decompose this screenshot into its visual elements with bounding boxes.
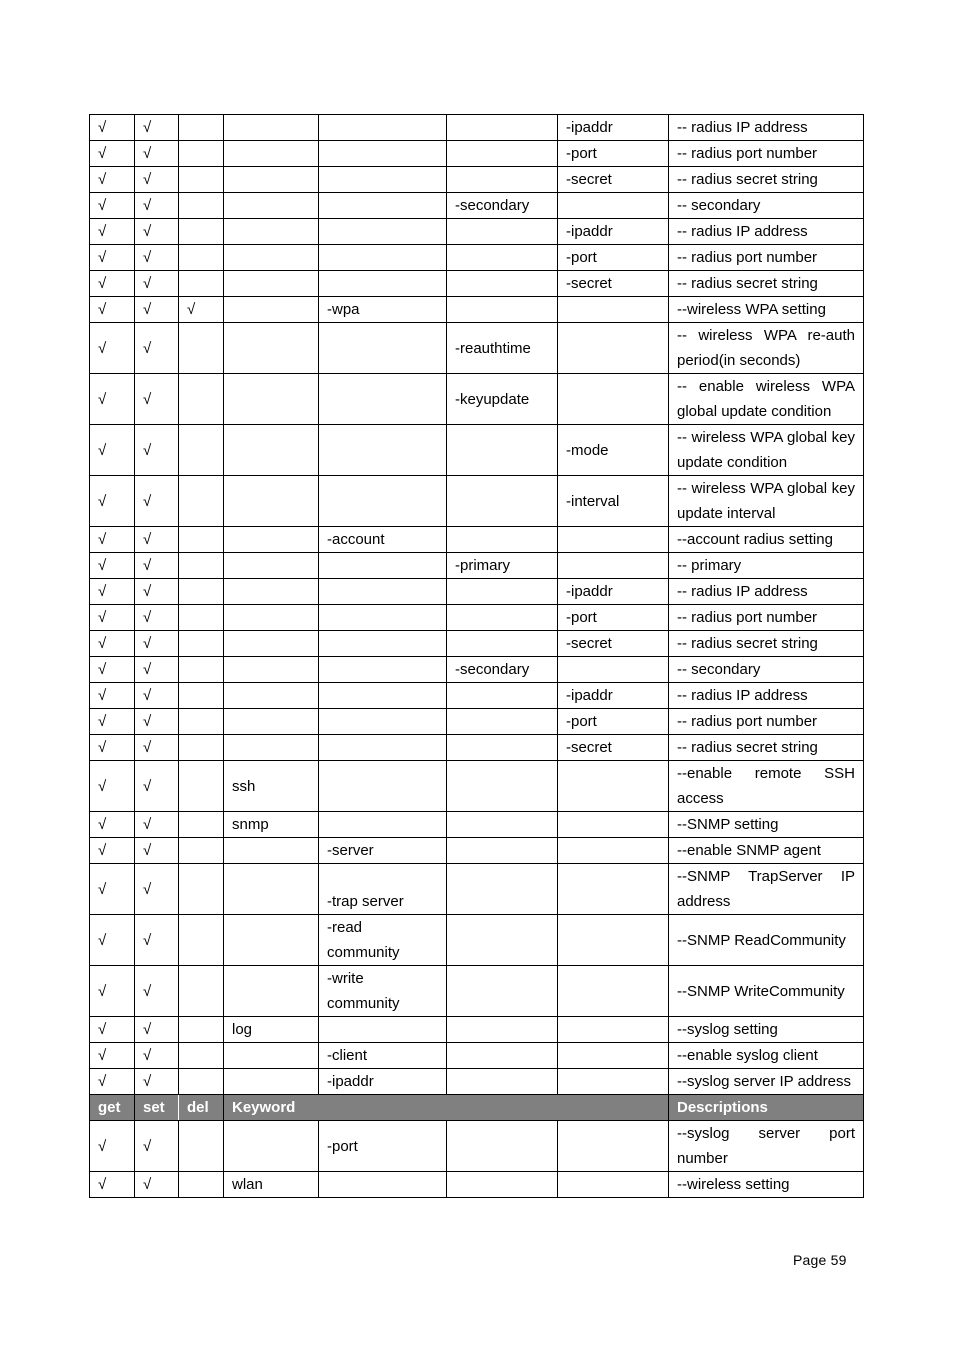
cell-del xyxy=(179,966,224,1017)
cell-description: --wireless WPA setting xyxy=(669,297,864,323)
cell-keyword-2 xyxy=(319,605,447,631)
table-row xyxy=(90,245,864,271)
cell-keyword-4 xyxy=(558,193,669,219)
table-row xyxy=(90,115,864,141)
cell-keyword-2: -account xyxy=(319,527,447,553)
cell-del xyxy=(179,1069,224,1095)
cell-get: √ xyxy=(90,631,135,657)
cell-get: √ xyxy=(90,761,135,812)
cell-get: √ xyxy=(90,167,135,193)
cell-keyword-2 xyxy=(319,476,447,527)
table-row xyxy=(90,605,864,631)
cell-keyword-3 xyxy=(447,915,558,966)
cell-keyword-1 xyxy=(224,553,319,579)
cell-keyword-2: -wpa xyxy=(319,297,447,323)
cell-keyword-4: -ipaddr xyxy=(558,115,669,141)
cell-keyword-2: -port xyxy=(319,1121,447,1172)
cell-keyword-3 xyxy=(447,271,558,297)
cell-set: √ xyxy=(135,115,179,141)
header-del: del xyxy=(179,1095,224,1121)
cell-keyword-2 xyxy=(319,193,447,219)
cell-keyword-1: ssh xyxy=(224,761,319,812)
cell-set: √ xyxy=(135,193,179,219)
cell-keyword-2 xyxy=(319,761,447,812)
cell-get: √ xyxy=(90,579,135,605)
cell-keyword-3 xyxy=(447,167,558,193)
cell-description: -- radius IP address xyxy=(669,115,864,141)
cell-del: √ xyxy=(179,297,224,323)
cell-description: -- radius secret string xyxy=(669,631,864,657)
cell-description: -- enable wireless WPA global update condition xyxy=(669,374,864,425)
cell-get: √ xyxy=(90,245,135,271)
cell-description: --SNMP setting xyxy=(669,812,864,838)
cell-keyword-2 xyxy=(319,115,447,141)
table-row xyxy=(90,631,864,657)
table-row xyxy=(90,553,864,579)
cell-get: √ xyxy=(90,915,135,966)
cell-keyword-4 xyxy=(558,1017,669,1043)
cell-keyword-3 xyxy=(447,579,558,605)
cell-keyword-2 xyxy=(319,553,447,579)
cell-del xyxy=(179,1172,224,1198)
cell-get: √ xyxy=(90,219,135,245)
cell-description: -- radius port number xyxy=(669,245,864,271)
cell-get: √ xyxy=(90,657,135,683)
cell-keyword-1 xyxy=(224,631,319,657)
cell-keyword-4: -port xyxy=(558,605,669,631)
table-row xyxy=(90,709,864,735)
cell-description: -- radius port number xyxy=(669,709,864,735)
cell-keyword-1: snmp xyxy=(224,812,319,838)
cell-keyword-3 xyxy=(447,527,558,553)
cell-keyword-3 xyxy=(447,141,558,167)
cell-del xyxy=(179,425,224,476)
cell-keyword-4: -ipaddr xyxy=(558,219,669,245)
cell-keyword-3 xyxy=(447,735,558,761)
table-row xyxy=(90,1172,864,1198)
cell-set: √ xyxy=(135,167,179,193)
cell-description: --wireless setting xyxy=(669,1172,864,1198)
table-row xyxy=(90,297,864,323)
cell-keyword-3 xyxy=(447,812,558,838)
cell-keyword-1 xyxy=(224,167,319,193)
cell-keyword-1 xyxy=(224,297,319,323)
table-row xyxy=(90,271,864,297)
cell-description: --SNMP WriteCommunity xyxy=(669,966,864,1017)
table-row xyxy=(90,141,864,167)
cell-set: √ xyxy=(135,631,179,657)
cell-keyword-2 xyxy=(319,425,447,476)
cell-description: -- wireless WPA global key update interval xyxy=(669,476,864,527)
cell-keyword-2: -trap server xyxy=(319,864,447,915)
cell-del xyxy=(179,735,224,761)
cell-keyword-3 xyxy=(447,1172,558,1198)
cell-get: √ xyxy=(90,709,135,735)
table-row xyxy=(90,167,864,193)
cell-keyword-1 xyxy=(224,605,319,631)
cell-keyword-1 xyxy=(224,864,319,915)
cell-keyword-4: -port xyxy=(558,709,669,735)
cell-del xyxy=(179,193,224,219)
table-row xyxy=(90,1017,864,1043)
cell-set: √ xyxy=(135,1121,179,1172)
table-row xyxy=(90,1069,864,1095)
cell-keyword-3 xyxy=(447,864,558,915)
header-descriptions: Descriptions xyxy=(669,1095,864,1121)
cell-keyword-3 xyxy=(447,245,558,271)
cell-keyword-4 xyxy=(558,374,669,425)
cell-set: √ xyxy=(135,1069,179,1095)
cell-keyword-2 xyxy=(319,219,447,245)
page-number: Page 59 xyxy=(793,1252,847,1268)
cell-get: √ xyxy=(90,141,135,167)
cell-del xyxy=(179,915,224,966)
cell-get: √ xyxy=(90,476,135,527)
cell-set: √ xyxy=(135,838,179,864)
cell-get: √ xyxy=(90,605,135,631)
cell-keyword-2 xyxy=(319,323,447,374)
cell-del xyxy=(179,141,224,167)
cell-get: √ xyxy=(90,271,135,297)
cell-description: --enable remote SSH access xyxy=(669,761,864,812)
cell-keyword-3: -keyupdate xyxy=(447,374,558,425)
cell-set: √ xyxy=(135,374,179,425)
table-row xyxy=(90,1043,864,1069)
cell-keyword-2 xyxy=(319,631,447,657)
table-row xyxy=(90,219,864,245)
cell-keyword-3: -secondary xyxy=(447,657,558,683)
cell-keyword-1 xyxy=(224,323,319,374)
cell-get: √ xyxy=(90,527,135,553)
cell-set: √ xyxy=(135,245,179,271)
cell-keyword-3 xyxy=(447,966,558,1017)
table-row xyxy=(90,915,864,966)
cell-keyword-2 xyxy=(319,374,447,425)
cell-keyword-2 xyxy=(319,1172,447,1198)
cell-get: √ xyxy=(90,864,135,915)
cell-del xyxy=(179,271,224,297)
cell-keyword-4 xyxy=(558,1043,669,1069)
cell-del xyxy=(179,1121,224,1172)
cell-description: -- radius IP address xyxy=(669,683,864,709)
cell-keyword-2 xyxy=(319,683,447,709)
cell-keyword-4 xyxy=(558,1121,669,1172)
cell-del xyxy=(179,683,224,709)
cell-keyword-4 xyxy=(558,527,669,553)
cell-keyword-3 xyxy=(447,1017,558,1043)
cell-keyword-1 xyxy=(224,657,319,683)
cell-description: --SNMP ReadCommunity xyxy=(669,915,864,966)
cell-keyword-3 xyxy=(447,761,558,812)
cell-keyword-4 xyxy=(558,915,669,966)
table-row xyxy=(90,657,864,683)
cell-del xyxy=(179,657,224,683)
cell-keyword-1: wlan xyxy=(224,1172,319,1198)
cell-del xyxy=(179,553,224,579)
cell-keyword-2: -write community xyxy=(319,966,447,1017)
cell-keyword-3 xyxy=(447,683,558,709)
cell-keyword-3: -primary xyxy=(447,553,558,579)
table-row xyxy=(90,864,864,915)
cell-keyword-4 xyxy=(558,323,669,374)
cell-keyword-1 xyxy=(224,425,319,476)
cell-description: --syslog server port number xyxy=(669,1121,864,1172)
table-row xyxy=(90,838,864,864)
cell-keyword-4 xyxy=(558,864,669,915)
command-table xyxy=(89,114,864,1198)
cell-keyword-3 xyxy=(447,605,558,631)
cell-get: √ xyxy=(90,425,135,476)
cell-keyword-4: -ipaddr xyxy=(558,579,669,605)
cell-keyword-3 xyxy=(447,1069,558,1095)
cell-set: √ xyxy=(135,761,179,812)
cell-set: √ xyxy=(135,476,179,527)
table-row xyxy=(90,966,864,1017)
cell-keyword-1 xyxy=(224,1069,319,1095)
cell-description: -- radius IP address xyxy=(669,579,864,605)
cell-keyword-4: -interval xyxy=(558,476,669,527)
cell-get: √ xyxy=(90,1172,135,1198)
cell-description: -- primary xyxy=(669,553,864,579)
cell-keyword-2 xyxy=(319,167,447,193)
cell-keyword-3: -secondary xyxy=(447,193,558,219)
cell-keyword-2: -server xyxy=(319,838,447,864)
cell-set: √ xyxy=(135,735,179,761)
cell-keyword-2: -ipaddr xyxy=(319,1069,447,1095)
cell-keyword-1 xyxy=(224,271,319,297)
cell-get: √ xyxy=(90,1043,135,1069)
cell-set: √ xyxy=(135,966,179,1017)
cell-description: -- radius secret string xyxy=(669,271,864,297)
cell-del xyxy=(179,219,224,245)
cell-keyword-2: -read community xyxy=(319,915,447,966)
cell-keyword-1 xyxy=(224,1121,319,1172)
cell-keyword-2 xyxy=(319,735,447,761)
cell-keyword-3 xyxy=(447,709,558,735)
cell-keyword-2 xyxy=(319,812,447,838)
cell-keyword-4: -port xyxy=(558,141,669,167)
table-row xyxy=(90,683,864,709)
cell-keyword-1 xyxy=(224,966,319,1017)
cell-keyword-3 xyxy=(447,1043,558,1069)
table-row xyxy=(90,812,864,838)
table-row xyxy=(90,193,864,219)
cell-set: √ xyxy=(135,915,179,966)
cell-get: √ xyxy=(90,115,135,141)
cell-keyword-3: -reauthtime xyxy=(447,323,558,374)
table-row xyxy=(90,579,864,605)
cell-get: √ xyxy=(90,1069,135,1095)
cell-keyword-1 xyxy=(224,915,319,966)
cell-set: √ xyxy=(135,1172,179,1198)
cell-set: √ xyxy=(135,219,179,245)
table-row xyxy=(90,425,864,476)
cell-description: -- wireless WPA re-auth period(in seconds) xyxy=(669,323,864,374)
header-keyword: Keyword xyxy=(224,1095,669,1121)
cell-del xyxy=(179,605,224,631)
cell-keyword-4: -ipaddr xyxy=(558,683,669,709)
cell-keyword-2 xyxy=(319,271,447,297)
cell-keyword-1 xyxy=(224,374,319,425)
cell-del xyxy=(179,1017,224,1043)
cell-set: √ xyxy=(135,425,179,476)
cell-keyword-4: -secret xyxy=(558,167,669,193)
cell-del xyxy=(179,709,224,735)
cell-del xyxy=(179,864,224,915)
cell-get: √ xyxy=(90,553,135,579)
cell-set: √ xyxy=(135,683,179,709)
cell-del xyxy=(179,838,224,864)
cell-keyword-1 xyxy=(224,735,319,761)
cell-get: √ xyxy=(90,297,135,323)
cell-set: √ xyxy=(135,527,179,553)
cell-set: √ xyxy=(135,271,179,297)
cell-del xyxy=(179,323,224,374)
cell-keyword-1 xyxy=(224,115,319,141)
cell-description: -- radius port number xyxy=(669,141,864,167)
cell-keyword-2 xyxy=(319,709,447,735)
cell-get: √ xyxy=(90,374,135,425)
table-row xyxy=(90,476,864,527)
cell-get: √ xyxy=(90,1017,135,1043)
cell-keyword-4: -port xyxy=(558,245,669,271)
cell-set: √ xyxy=(135,553,179,579)
cell-keyword-4: -secret xyxy=(558,271,669,297)
cell-get: √ xyxy=(90,683,135,709)
cell-keyword-1 xyxy=(224,245,319,271)
cell-keyword-1 xyxy=(224,476,319,527)
cell-set: √ xyxy=(135,812,179,838)
cell-del xyxy=(179,115,224,141)
cell-del xyxy=(179,1043,224,1069)
cell-keyword-2 xyxy=(319,657,447,683)
cell-keyword-4: -secret xyxy=(558,631,669,657)
cell-description: -- wireless WPA global key update condition xyxy=(669,425,864,476)
cell-get: √ xyxy=(90,838,135,864)
cell-description: -- secondary xyxy=(669,193,864,219)
cell-del xyxy=(179,812,224,838)
table-row xyxy=(90,527,864,553)
cell-del xyxy=(179,527,224,553)
cell-get: √ xyxy=(90,193,135,219)
cell-keyword-4 xyxy=(558,1069,669,1095)
cell-description: --enable SNMP agent xyxy=(669,838,864,864)
cell-keyword-2 xyxy=(319,579,447,605)
cell-set: √ xyxy=(135,323,179,374)
cell-keyword-1 xyxy=(224,579,319,605)
table-header-row-group xyxy=(90,1095,864,1121)
cell-get: √ xyxy=(90,966,135,1017)
table-row xyxy=(90,374,864,425)
cell-keyword-2 xyxy=(319,141,447,167)
cell-keyword-1 xyxy=(224,683,319,709)
cell-get: √ xyxy=(90,812,135,838)
cell-keyword-2 xyxy=(319,245,447,271)
cell-keyword-3 xyxy=(447,219,558,245)
header-set: set xyxy=(135,1095,179,1121)
cell-keyword-4 xyxy=(558,657,669,683)
cell-set: √ xyxy=(135,605,179,631)
cell-set: √ xyxy=(135,864,179,915)
table-row xyxy=(90,761,864,812)
cell-keyword-3 xyxy=(447,1121,558,1172)
cell-keyword-1 xyxy=(224,1043,319,1069)
cell-keyword-3 xyxy=(447,631,558,657)
cell-description: --account radius setting xyxy=(669,527,864,553)
cell-set: √ xyxy=(135,297,179,323)
cell-get: √ xyxy=(90,323,135,374)
cell-description: -- radius secret string xyxy=(669,167,864,193)
cell-keyword-3 xyxy=(447,476,558,527)
cell-set: √ xyxy=(135,1017,179,1043)
cell-del xyxy=(179,631,224,657)
cell-keyword-2: -client xyxy=(319,1043,447,1069)
cell-keyword-1 xyxy=(224,193,319,219)
cell-keyword-1 xyxy=(224,838,319,864)
cell-set: √ xyxy=(135,1043,179,1069)
cell-keyword-3 xyxy=(447,297,558,323)
cell-keyword-4 xyxy=(558,553,669,579)
header-get: get xyxy=(90,1095,135,1121)
cell-keyword-4: -mode xyxy=(558,425,669,476)
table-body-continued xyxy=(90,1121,864,1198)
cell-keyword-4 xyxy=(558,761,669,812)
cell-del xyxy=(179,761,224,812)
cell-get: √ xyxy=(90,1121,135,1172)
cell-del xyxy=(179,476,224,527)
cell-keyword-3 xyxy=(447,115,558,141)
cell-del xyxy=(179,374,224,425)
cell-set: √ xyxy=(135,141,179,167)
cell-keyword-4 xyxy=(558,812,669,838)
cell-description: --SNMP TrapServer IP address xyxy=(669,864,864,915)
cell-description: -- radius secret string xyxy=(669,735,864,761)
cell-set: √ xyxy=(135,709,179,735)
table-row xyxy=(90,1121,864,1172)
table-row xyxy=(90,735,864,761)
cell-del xyxy=(179,167,224,193)
cell-del xyxy=(179,245,224,271)
cell-keyword-3 xyxy=(447,425,558,476)
cell-set: √ xyxy=(135,657,179,683)
table-header-row xyxy=(90,1095,864,1121)
cell-keyword-4 xyxy=(558,966,669,1017)
cell-keyword-2 xyxy=(319,1017,447,1043)
cell-keyword-4: -secret xyxy=(558,735,669,761)
table-row xyxy=(90,323,864,374)
cell-keyword-1: log xyxy=(224,1017,319,1043)
cell-keyword-1 xyxy=(224,141,319,167)
cell-keyword-1 xyxy=(224,527,319,553)
cell-keyword-4 xyxy=(558,297,669,323)
cell-keyword-4 xyxy=(558,838,669,864)
cell-description: --syslog server IP address xyxy=(669,1069,864,1095)
table-body xyxy=(90,115,864,1095)
cell-keyword-4 xyxy=(558,1172,669,1198)
cell-description: -- radius IP address xyxy=(669,219,864,245)
cell-keyword-1 xyxy=(224,219,319,245)
cell-set: √ xyxy=(135,579,179,605)
cell-del xyxy=(179,579,224,605)
cell-keyword-1 xyxy=(224,709,319,735)
cell-description: --syslog setting xyxy=(669,1017,864,1043)
cell-description: --enable syslog client xyxy=(669,1043,864,1069)
cell-keyword-3 xyxy=(447,838,558,864)
cell-get: √ xyxy=(90,735,135,761)
cell-description: -- radius port number xyxy=(669,605,864,631)
cell-description: -- secondary xyxy=(669,657,864,683)
